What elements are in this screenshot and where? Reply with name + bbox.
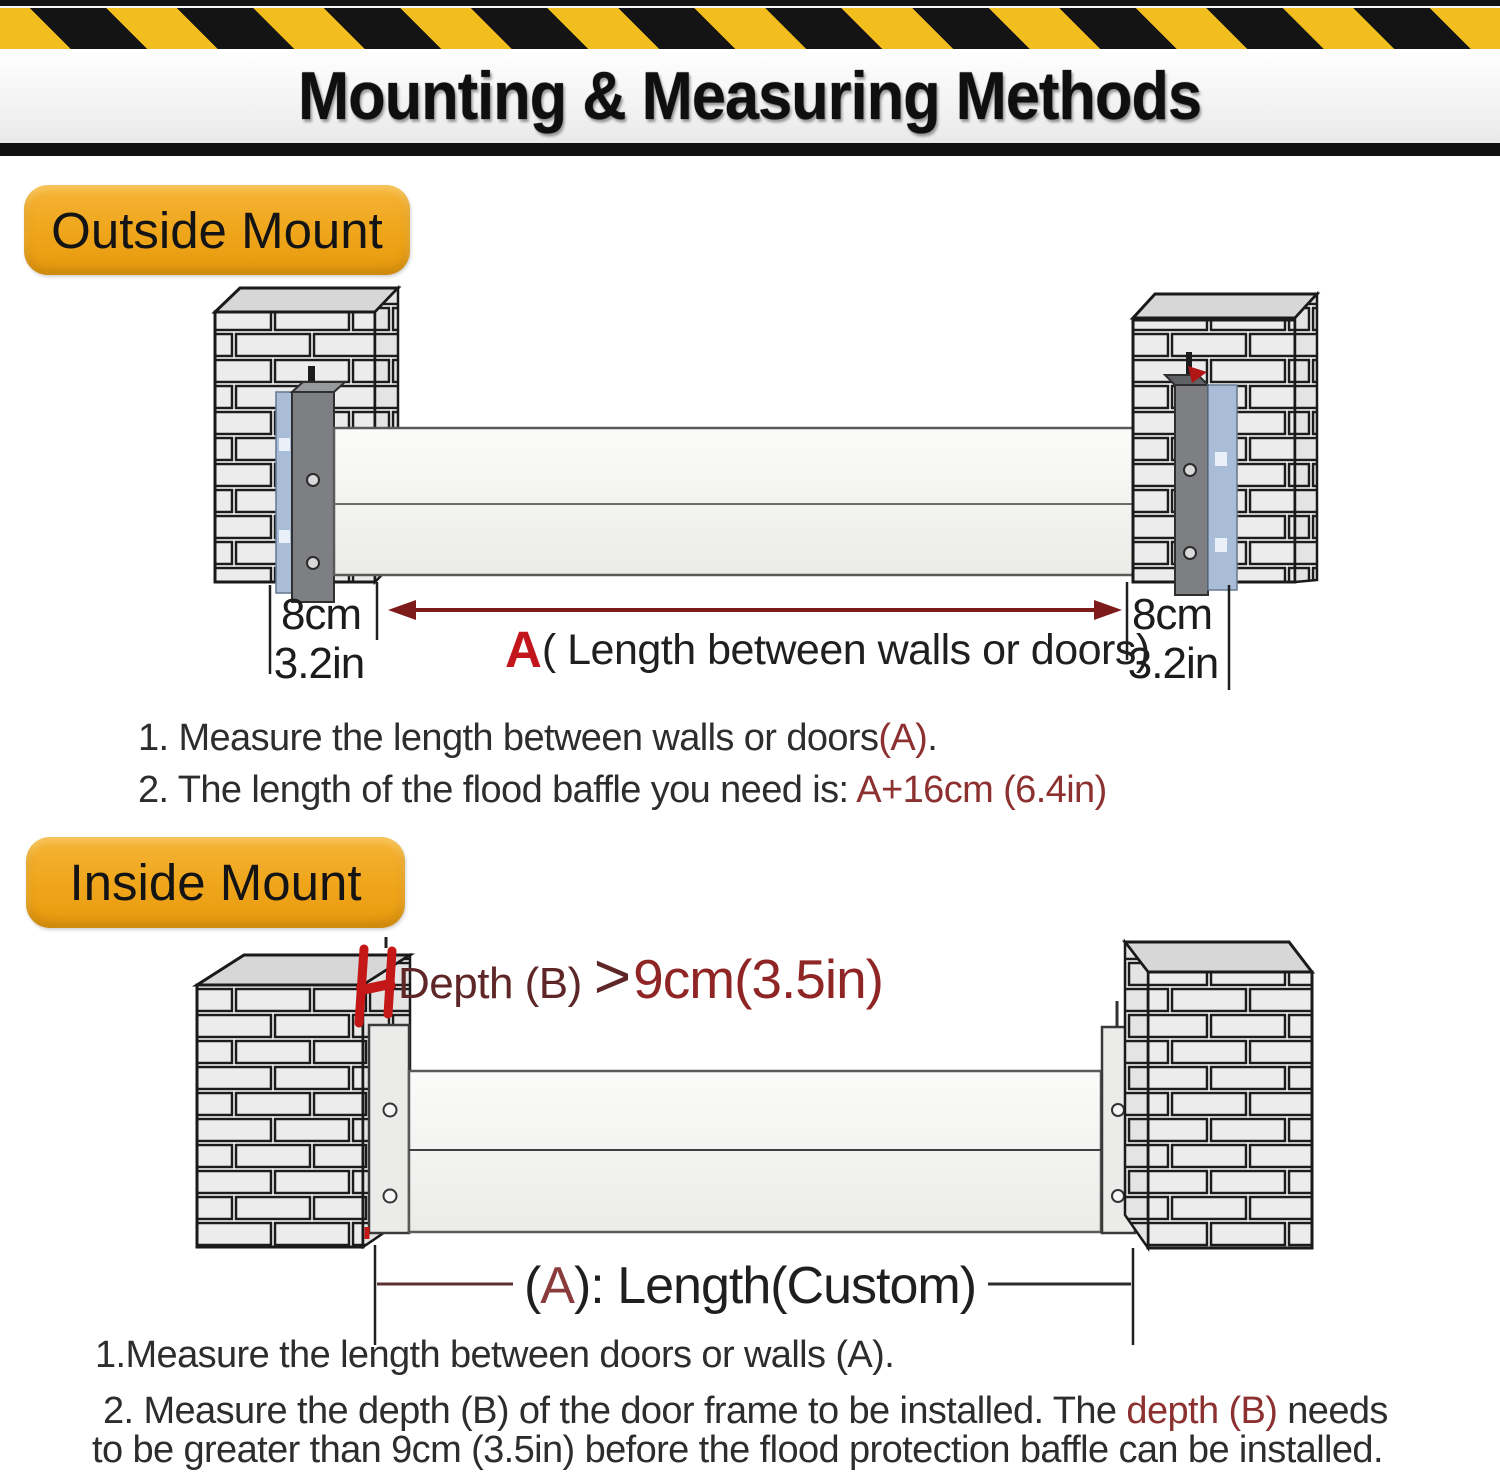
screw-hole (307, 474, 319, 486)
left-offset-inch: 3.2in (273, 639, 365, 688)
seal-strip-left (276, 392, 293, 593)
outside-mount-badge (24, 185, 410, 275)
outside-step-1: 1. Measure the length between walls or doors(A). (138, 717, 938, 759)
page-title: Mounting & Measuring Methods (298, 58, 1202, 134)
depth-requirement-label (398, 940, 883, 1012)
length-arrow (388, 600, 1122, 620)
depth-value: 9cm(3.5in) (633, 948, 883, 1010)
screw-hole (1184, 547, 1196, 559)
inside-step-2-line1: 2. Measure the depth (B) of the door frame to be installed. The depth (B) needs (103, 1390, 1388, 1432)
tape-edge-top (0, 0, 1500, 6)
screw-hole (1184, 464, 1196, 476)
custom-length-label: ( A ): Length(Custom) (523, 1257, 977, 1315)
greater-than-symbol: > (593, 940, 632, 1012)
length-label-text: ( Length between walls or doors) (541, 626, 1150, 674)
right-offset-inch: 3.2in (1127, 639, 1219, 688)
right-brick-pillar (1125, 942, 1312, 1248)
screw-hole (384, 1190, 397, 1203)
hazard-stripe-band (0, 8, 1500, 49)
outside-step-2: 2. The length of the flood baffle you need is: A+16cm (6.4in) (138, 769, 1107, 811)
screw-hole (384, 1104, 397, 1117)
inside-mount-badge (26, 837, 405, 928)
flood-baffle (409, 1071, 1101, 1232)
screw-hole (1112, 1104, 1124, 1116)
screw-hole (307, 557, 319, 569)
inside-step-1: 1.Measure the length between doors or walls (A). (95, 1334, 895, 1376)
right-offset-cm: 8cm (1131, 590, 1213, 639)
title-band (0, 49, 1500, 143)
mounting-bracket-left (367, 1025, 409, 1239)
outside-mount-badge-label: Outside Mount (51, 201, 383, 259)
span-length-label (505, 621, 1150, 678)
inside-step-2-line2: to be greater than 9cm (3.5in) before the flood protection baffle can be installed. (92, 1429, 1383, 1471)
length-letter-a: A (540, 1257, 574, 1315)
inside-mount-badge-label: Inside Mount (69, 854, 362, 911)
flood-baffle (334, 428, 1172, 575)
tape-edge-bottom (0, 143, 1500, 156)
length-letter-a: A (505, 621, 542, 678)
screw-hole (1112, 1190, 1124, 1202)
left-offset-cm: 8cm (280, 590, 362, 639)
depth-name: Depth (B) (398, 959, 582, 1008)
seal-strip-right (1208, 385, 1237, 590)
